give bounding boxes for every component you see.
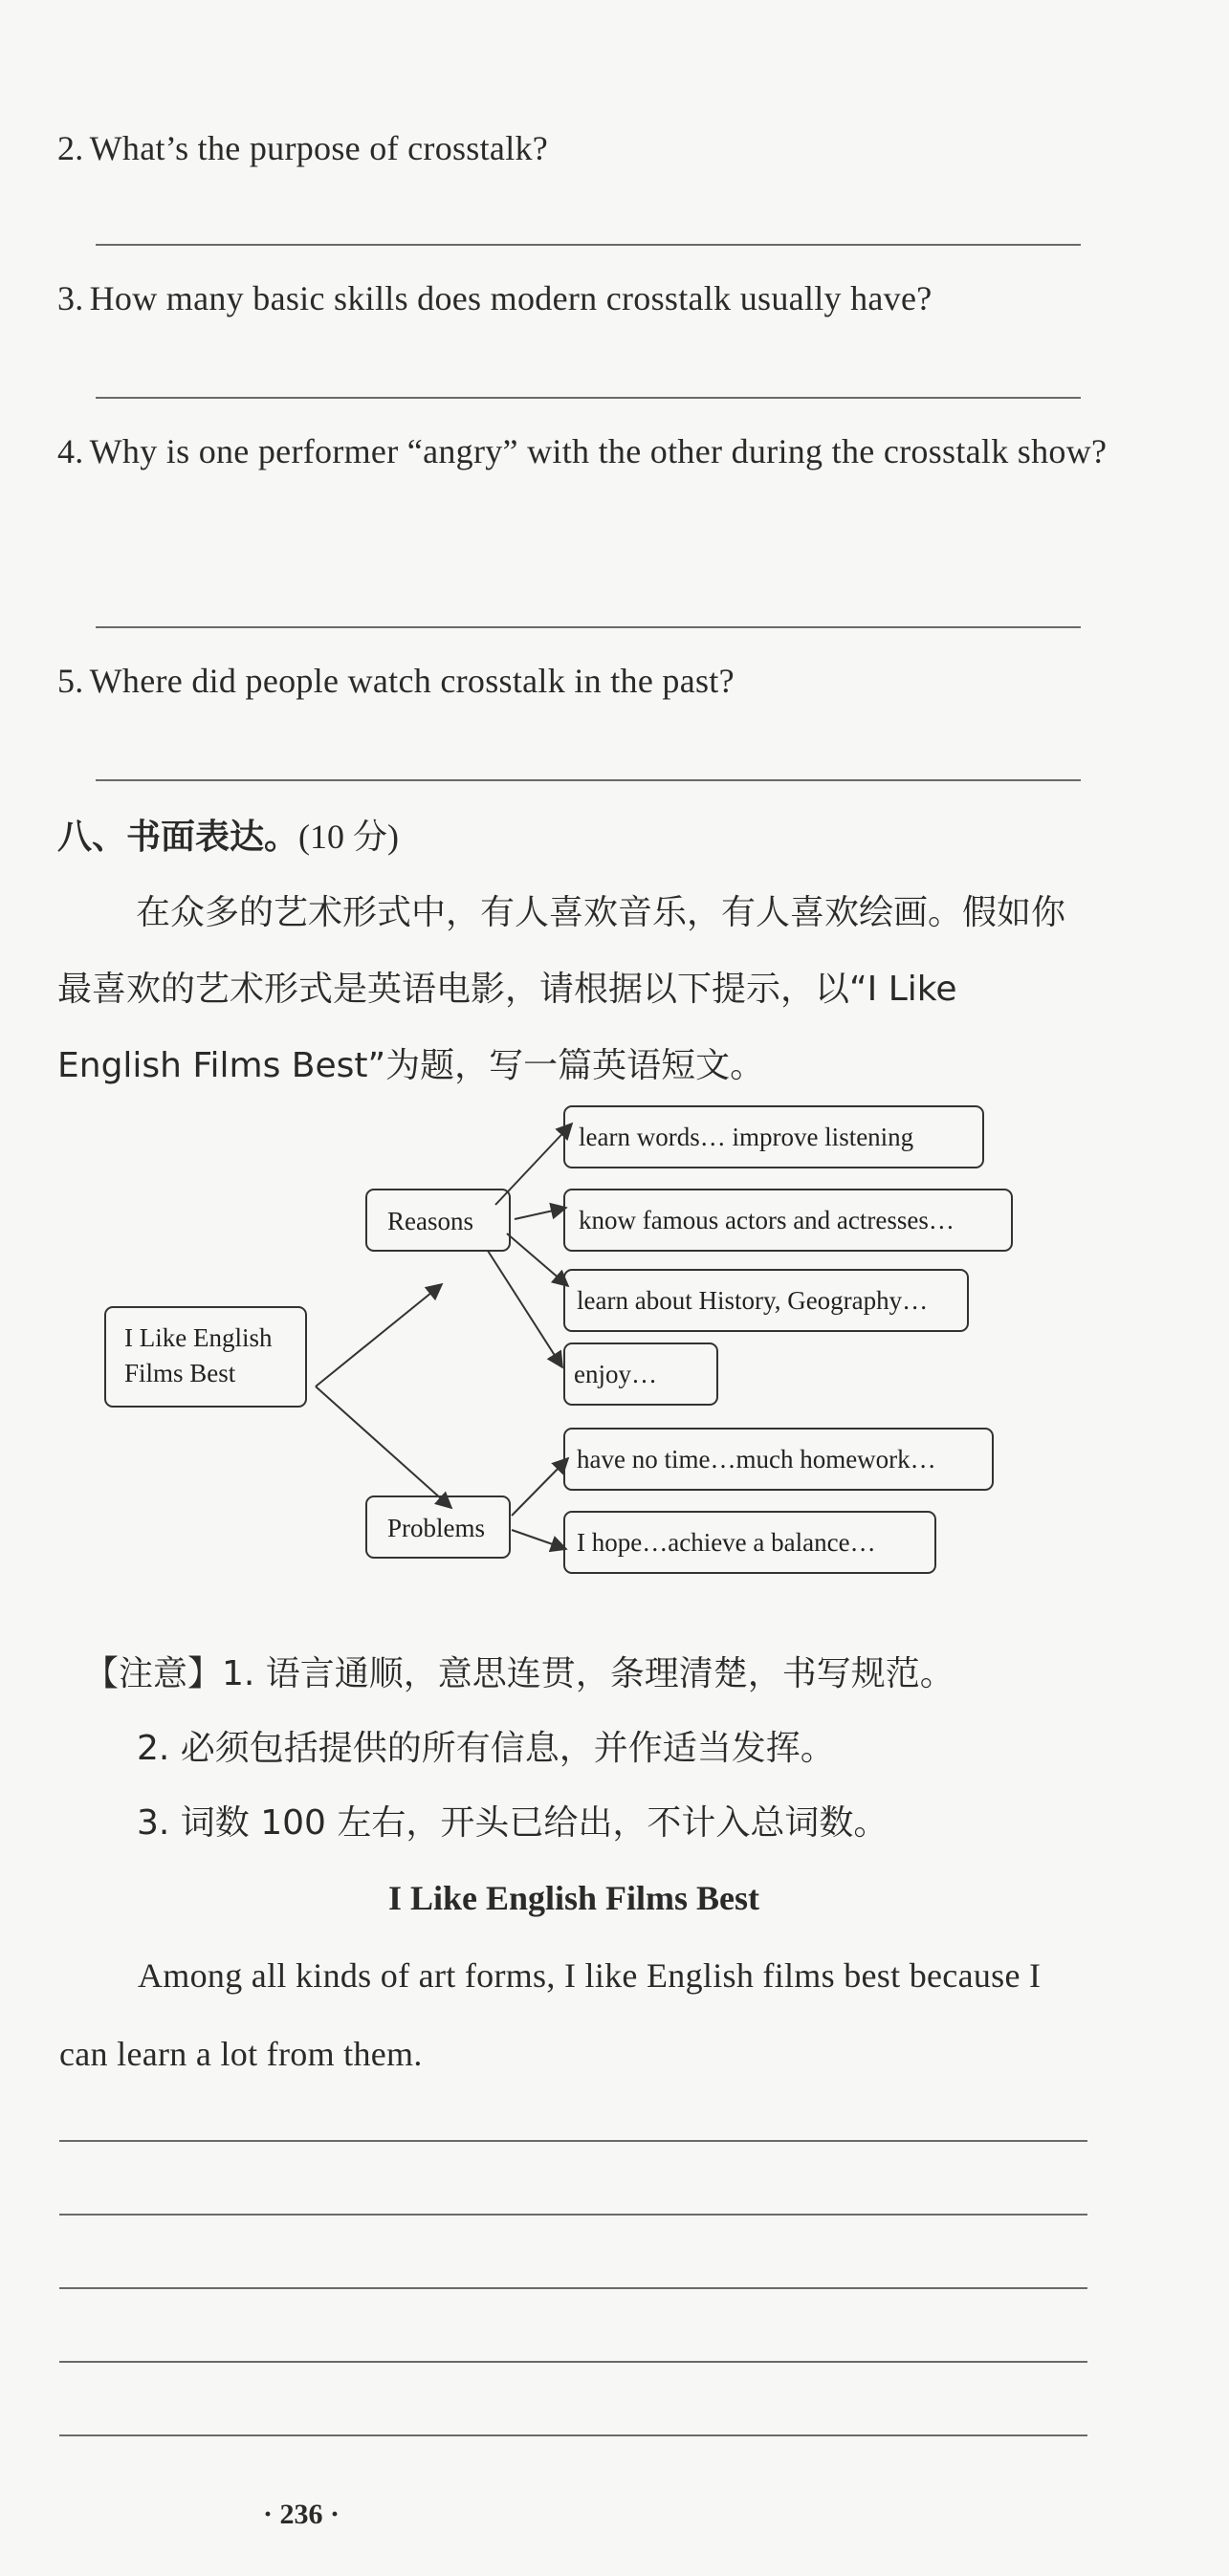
question-2: 2. What’s the purpose of crosstalk? bbox=[57, 129, 549, 167]
question-4: 4. Why is one performer “angry” with the other during the crosstalk show? bbox=[57, 432, 1108, 470]
edge-center-reasons bbox=[316, 1284, 442, 1386]
reason-item-4 bbox=[564, 1343, 717, 1405]
reason-item-2 bbox=[564, 1190, 1012, 1251]
question-5: 5. Where did people watch crosstalk in the past? bbox=[57, 662, 735, 700]
answer-line-3[interactable] bbox=[96, 397, 1081, 399]
edge-problems-1 bbox=[512, 1458, 568, 1516]
writing-prompt: 在众多的艺术形式中，有人喜欢音乐，有人喜欢绘画。假如你最喜欢的艺术形式是英语电影，请根据以下提示，以“I Like English Films Best”为题，写一篇英语短文。 bbox=[57, 893, 1066, 1085]
edge-problems-2 bbox=[512, 1530, 566, 1549]
reason-item-1 bbox=[564, 1106, 983, 1168]
notes bbox=[84, 1637, 1088, 1861]
problem-item-1 bbox=[564, 1429, 993, 1490]
mind-map-edges bbox=[316, 1124, 572, 1549]
note-1: 【注意】1. 语言通顺，意思连贯，条理清楚，书写规范。 bbox=[84, 1654, 955, 1693]
note-2: 2. 必须包括提供的所有信息，并作适当发挥。 bbox=[137, 1729, 835, 1768]
edge-center-problems bbox=[316, 1386, 451, 1508]
writing-line-5[interactable] bbox=[59, 2434, 1087, 2436]
svg-text:have no time…much homework…: have no time…much homework… bbox=[577, 1445, 936, 1474]
section-title: 八、书面表达。(10 分) bbox=[57, 818, 399, 857]
problems-label: Problems bbox=[387, 1514, 486, 1542]
answer-line-5[interactable] bbox=[96, 779, 1081, 781]
svg-text:I hope…achieve a balance…: I hope…achieve a balance… bbox=[577, 1528, 876, 1557]
writing-line-1[interactable] bbox=[59, 2140, 1087, 2142]
note-3: 3. 词数 100 左右，开头已给出，不计入总词数。 bbox=[137, 1803, 889, 1843]
center-node bbox=[105, 1307, 306, 1407]
essay-title: I Like English Films Best bbox=[387, 1879, 760, 1917]
svg-text:enjoy…: enjoy… bbox=[574, 1360, 657, 1388]
edge-reasons-3 bbox=[507, 1233, 568, 1286]
answer-line-4[interactable] bbox=[96, 626, 1081, 628]
essay-start: Among all kinds of art forms, I like English films best because I can learn a lot from them. bbox=[59, 1956, 1042, 2073]
problem-item-2 bbox=[564, 1512, 935, 1573]
writing-line-3[interactable] bbox=[59, 2287, 1087, 2289]
question-3: 3. How many basic skills does modern crosstalk usually have? bbox=[57, 279, 933, 317]
edge-reasons-1 bbox=[495, 1124, 572, 1205]
svg-text:learn words… improve listening: learn words… improve listening bbox=[579, 1123, 914, 1151]
reasons-label: Reasons bbox=[387, 1207, 473, 1235]
page-number: · 236 · bbox=[262, 2499, 340, 2530]
svg-text:learn about History, Geography: learn about History, Geography… bbox=[577, 1286, 929, 1315]
center-node-line2: Films Best bbox=[124, 1359, 236, 1387]
writing-line-2[interactable] bbox=[59, 2214, 1087, 2216]
problems-node bbox=[366, 1496, 510, 1558]
answer-line-2[interactable] bbox=[96, 244, 1081, 246]
writing-line-4[interactable] bbox=[59, 2361, 1087, 2363]
edge-reasons-4 bbox=[488, 1251, 562, 1367]
center-node-line1: I Like English bbox=[124, 1323, 273, 1352]
mind-map bbox=[96, 1104, 1052, 1621]
reason-item-3 bbox=[564, 1270, 968, 1331]
svg-text:know famous actors and actress: know famous actors and actresses… bbox=[579, 1206, 955, 1234]
edge-reasons-2 bbox=[515, 1208, 566, 1219]
reasons-node bbox=[366, 1190, 510, 1251]
